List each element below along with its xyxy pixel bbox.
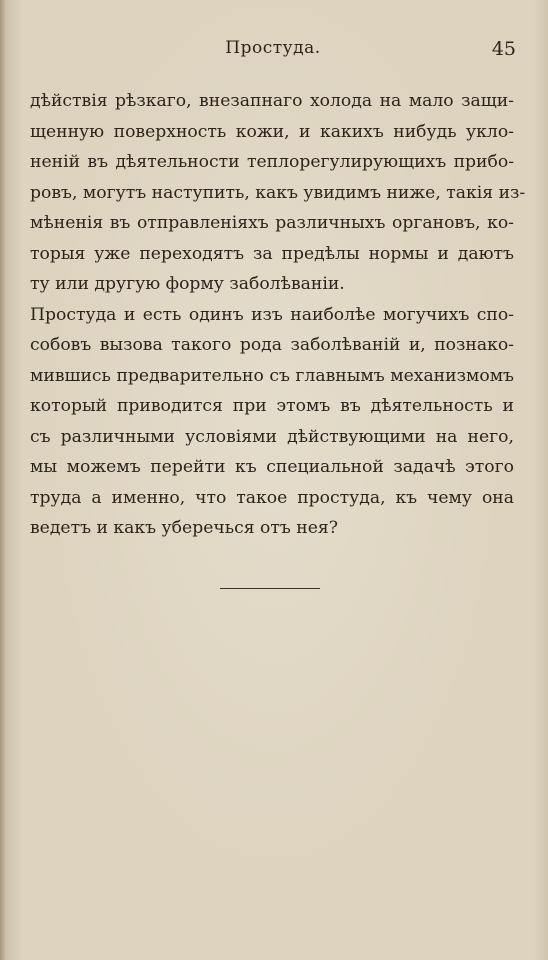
text-line: мѣненія въ отправленіяхъ различныхъ органовъ, ко- xyxy=(30,213,514,233)
text-line: который приводится при этомъ въ дѣятельность и xyxy=(30,396,514,416)
text-line: дѣйствія рѣзкаго, внезапнаго холода на мало защи- xyxy=(30,91,514,111)
page-number: 45 xyxy=(491,38,516,60)
text-line: съ различными условіями дѣйствующими на него, xyxy=(30,426,514,447)
text-line: щенную поверхность кожи, и какихъ нибудь укло- xyxy=(30,121,514,142)
text-line: ровъ, могутъ наступить, какъ увидимъ ниже, такія из- xyxy=(30,182,526,203)
text-line: собовъ вызова такого рода заболѣваній и, познако- xyxy=(30,335,514,355)
text-line: мившись предварительно съ главнымъ механизмомъ xyxy=(30,365,514,386)
text-line: Простуда и есть одинъ изъ наиболѣе могучихъ спо- xyxy=(30,304,514,325)
section-end-rule xyxy=(220,588,320,589)
text-line: торыя уже переходятъ за предѣлы нормы и даютъ xyxy=(30,243,514,264)
text-line: труда а именно, что такое простуда, къ чему она xyxy=(30,487,514,508)
text-line: ту или другую форму заболѣваніи. xyxy=(30,274,345,294)
text-line: мы можемъ перейти къ специальной задачѣ этого xyxy=(30,457,514,477)
text-line: ведетъ и какъ уберечься отъ нея? xyxy=(30,518,338,538)
running-head xyxy=(30,38,516,68)
text-line: неній въ дѣятельности теплорегулирующихъ прибо- xyxy=(30,152,514,172)
body-text xyxy=(30,86,526,544)
running-title: Простуда. xyxy=(225,38,321,58)
